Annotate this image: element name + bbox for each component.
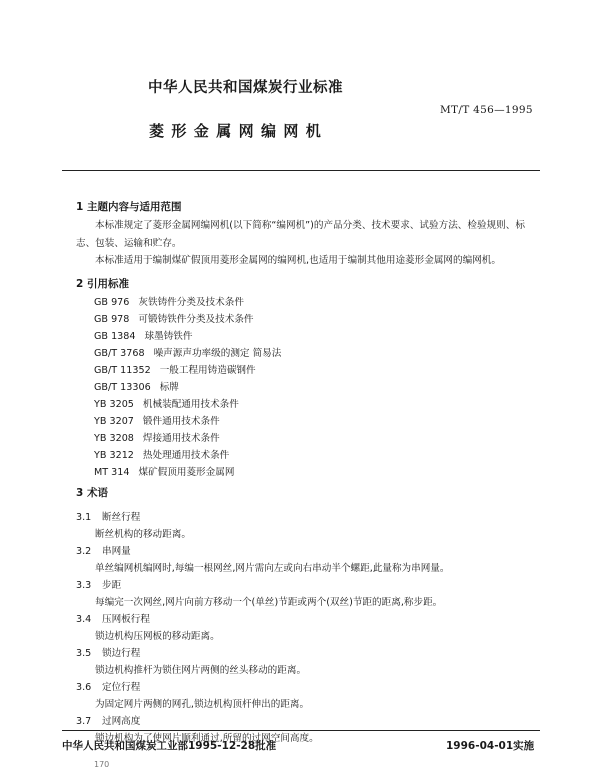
standard-entry <box>94 379 281 396</box>
footer-divider <box>62 730 540 731</box>
standard-entry <box>94 311 281 328</box>
standard-name-text: 热处理通用技术条件 <box>142 450 230 461</box>
section-1-paragraph-2: 本标准适用于编制煤矿假顶用菱形金属网的编网机,也适用于编制其他用途菱形金属网的编网机。 <box>95 255 501 266</box>
term-name: 串网量 <box>102 546 131 557</box>
standard-name-text: 机械装配通用技术条件 <box>142 399 239 410</box>
term-definition: 单丝编网机编网时,每编一根网丝,网片需向左或向右串动半个螺距,此量称为串网量。 <box>95 563 450 574</box>
approval-line: 中华人民共和国煤炭工业部1995-12-28批准 <box>62 740 277 752</box>
standard-entry <box>94 328 281 345</box>
section-2-heading: 2 引用标准 <box>76 278 129 290</box>
standard-code-text: MT 314 <box>94 467 130 478</box>
term-number: 3.5 <box>76 648 92 659</box>
section-1-heading: 1 主题内容与适用范围 <box>76 201 182 213</box>
standard-code: MT/T 456—1995 <box>440 104 533 116</box>
issuing-organization: 中华人民共和国煤炭行业标准 <box>148 80 343 96</box>
standard-entry <box>94 362 281 379</box>
term-number: 3.7 <box>76 716 92 727</box>
standard-name-text: 煤矿假顶用菱形金属网 <box>138 467 235 478</box>
standard-code-text: GB/T 11352 <box>94 365 151 376</box>
term-name: 定位行程 <box>102 682 141 693</box>
term-definition: 每编完一次网丝,网片向前方移动一个(单丝)节距或两个(双丝)节距的距离,称步距。 <box>95 597 443 608</box>
standard-code-text: GB 1384 <box>94 331 136 342</box>
term-number: 3.1 <box>76 512 92 523</box>
term-definition: 锁边机构压网板的移动距离。 <box>95 631 220 642</box>
term-definition: 锁边机构为了使网片顺利通过,所留的过网空间高度。 <box>95 733 319 744</box>
standard-name-text: 球墨铸铁件 <box>144 331 193 342</box>
term-name: 步距 <box>102 580 122 591</box>
section-1-paragraph-1: 本标准规定了菱形金属网编网机(以下简称“编网机”)的产品分类、技术要求、试验方法、检验规则、标志、包装、运输和贮存。 <box>76 220 525 249</box>
standard-code-text: YB 3207 <box>94 416 134 427</box>
standard-entry <box>94 345 281 362</box>
term-number: 3.4 <box>76 614 92 625</box>
term-number: 3.6 <box>76 682 92 693</box>
standard-name-text: 焊接通用技术条件 <box>142 433 220 444</box>
term-name: 锁边行程 <box>102 648 141 659</box>
term-definition: 断丝机构的移动距离。 <box>95 529 191 540</box>
terms-list <box>76 509 450 747</box>
document-title: 菱形金属网编网机 <box>149 122 329 140</box>
term-number: 3.3 <box>76 580 92 591</box>
standard-name-text: 锻件通用技术条件 <box>142 416 220 427</box>
term-heading <box>76 645 450 662</box>
term-heading <box>76 713 450 730</box>
standard-code-text: YB 3208 <box>94 433 134 444</box>
standard-entry <box>94 396 281 413</box>
referenced-standards-list <box>94 294 281 481</box>
effective-date: 1996-04-01实施 <box>446 740 535 752</box>
standard-entry <box>94 294 281 311</box>
term-name: 断丝行程 <box>102 512 141 523</box>
standard-name-text: 噪声源声功率级的测定 简易法 <box>153 348 282 359</box>
term-heading <box>76 679 450 696</box>
term-heading <box>76 611 450 628</box>
standard-name-text: 一般工程用铸造碳钢件 <box>159 365 256 376</box>
section-3-heading: 3 术语 <box>76 487 108 499</box>
standard-name-text: 灰铁铸件分类及技术条件 <box>138 297 244 308</box>
header-divider <box>62 170 540 171</box>
standard-entry <box>94 430 281 447</box>
page-number: 170 <box>94 760 110 769</box>
term-heading <box>76 577 450 594</box>
standard-code-text: GB/T 3768 <box>94 348 145 359</box>
term-definition: 为固定网片两侧的网孔,锁边机构顶杆伸出的距离。 <box>95 699 310 710</box>
standard-name-text: 可锻铸铁件分类及技术条件 <box>138 314 254 325</box>
standard-entry <box>94 447 281 464</box>
standard-entry <box>94 464 281 481</box>
term-heading <box>76 543 450 560</box>
standard-entry <box>94 413 281 430</box>
term-name: 过网高度 <box>102 716 141 727</box>
standard-code-text: GB 976 <box>94 297 130 308</box>
term-name: 压网板行程 <box>102 614 150 625</box>
standard-name-text: 标牌 <box>159 382 179 393</box>
standard-code-text: GB 978 <box>94 314 130 325</box>
term-heading <box>76 509 450 526</box>
term-number: 3.2 <box>76 546 92 557</box>
standard-code-text: YB 3205 <box>94 399 134 410</box>
standard-code-text: GB/T 13306 <box>94 382 151 393</box>
standard-code-text: YB 3212 <box>94 450 134 461</box>
term-definition: 锁边机构推杆为锁住网片两侧的丝头移动的距离。 <box>95 665 307 676</box>
